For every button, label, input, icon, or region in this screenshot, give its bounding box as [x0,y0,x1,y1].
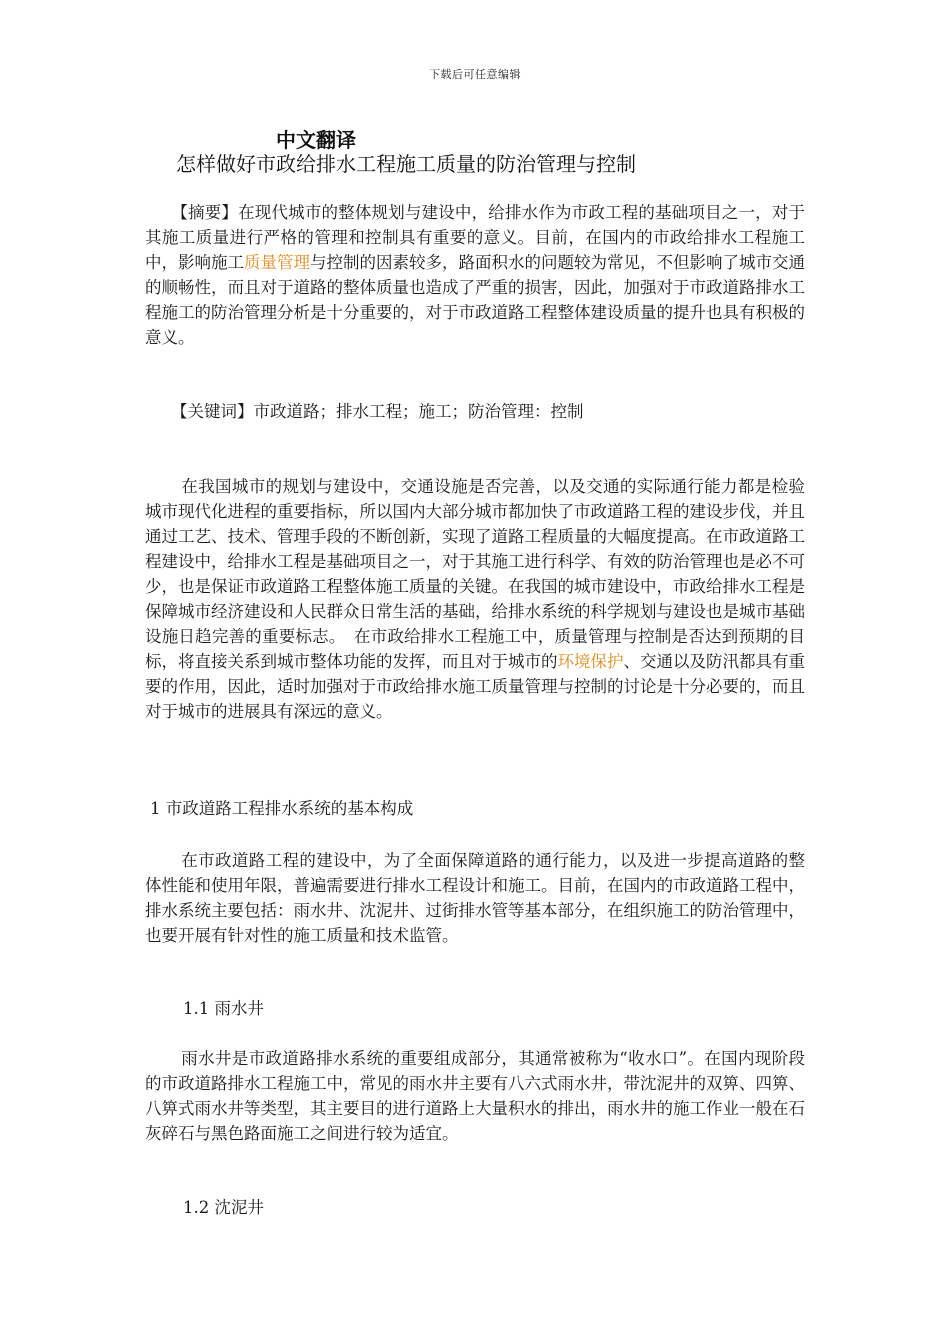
abstract-paragraph [145,200,805,350]
intro-paragraph [145,474,805,724]
intro-text-2: 、交通以及防汛都具有重要的作用，因此，适时加强对于市政给排水施工质量管理与控制的讨论是十分必要的，而且对于城市的进展具有深远的意义。 [145,652,805,721]
section-1-body: 在市政道路工程的建设中，为了全面保障道路的通行能力，以及进一步提高道路的整体性能和使用年限，普遍需要进行排水工程设计和施工。目前，在国内的市政道路工程中，排水系统主要包括：雨水井、沈泥井、过街排水管等基本部分，在组织施工的防治管理中，也要开展有针对性的施工质量和技术监管。 [145,851,805,945]
header-note: 下载后可任意编辑 [429,68,521,81]
environment-protection-link[interactable]: 环境保护 [557,652,624,671]
intro-text-1: 在我国城市的规划与建设中，交通设施是否完善，以及交通的实际通行能力都是检验城市现代化进程的重要指标，所以国内大部分城市都加快了市政道路工程的建设步伐，并且通过工艺、技术、管理手段的不断创新，实现了道路工程质量的大幅度提高。在市政道路工程建设中，给排水工程是基础项目之一，对于其施工进行科学、有效的防治管理也是必不可少，也是保证市政道路工程整体施工质量的关键。在我国的城市建设中，市政给排水工程是保障城市经济建设和人民群众日常生活的基础，给排水系统的科学规划与建设也是城市基础设施日趋完善的重要标志。 在市政给排水工程施工中，质量管理与控制是否达到预期的目标，将直接关系到城市整体功能的发挥，而且对于城市的 [145,477,805,671]
keywords-line: 【关键词】市政道路；排水工程；施工；防治管理：控制 [171,402,584,421]
section-1-heading: 1 市政道路工程排水系统的基本构成 [150,799,414,818]
section-1-1-body: 雨水井是市政道路排水系统的重要组成部分，其通常被称为“收水口”。在国内现阶段的市政道路排水工程施工中，常见的雨水井主要有八六式雨水井，带沈泥井的双箅、四箅、八箅式雨水井等类型，其主要目的进行道路上大量积水的排出，雨水井的施工作业一般在石灰碎石与黑色路面施工之间进行较为适宜。 [145,1049,805,1143]
doc-label: 中文翻译 [276,128,356,152]
abstract-text-2: 与控制的因素较多，路面积水的问题较为常见，不但影响了城市交通的顺畅性，而且对于道路的整体质量也造成了严重的损害，因此，加强对于市政道路排水工程施工的防治管理分析是十分重要的，对于市政道路工程整体建设质量的提升也具有积极的意义。 [145,253,805,347]
abstract-text-1: 【摘要】在现代城市的整体规划与建设中，给排水作为市政工程的基础项目之一，对于其施工质量进行严格的管理和控制具有重要的意义。目前，在国内的市政给排水工程施工中，影响施工 [145,203,805,272]
section-1-1-heading: 1.1 雨水井 [183,999,264,1018]
section-1-2-heading: 1.2 沈泥井 [183,1198,264,1217]
quality-management-link[interactable]: 质量管理 [244,253,310,272]
doc-title: 怎样做好市政给排水工程施工质量的防治管理与控制 [176,152,636,176]
